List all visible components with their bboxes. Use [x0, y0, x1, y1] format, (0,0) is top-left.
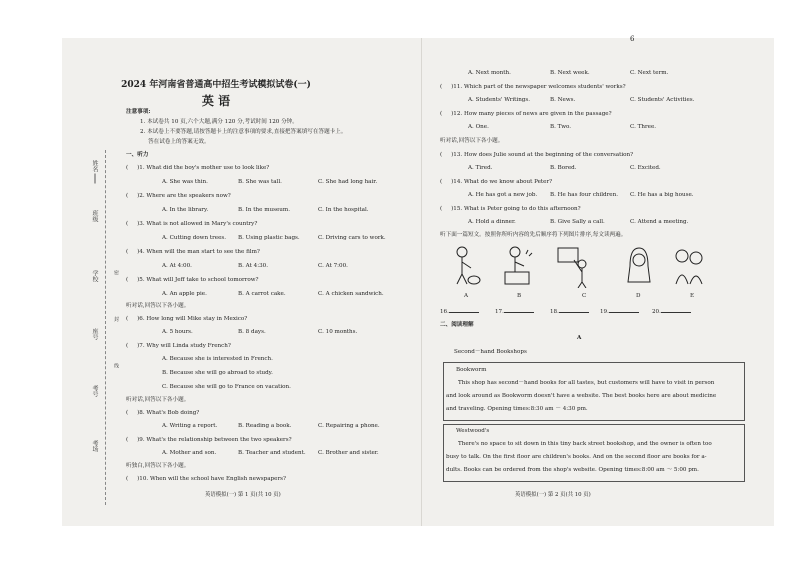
passage-title: Second－hand Bookshops — [454, 349, 527, 355]
option: A. At 4:00. — [162, 263, 192, 269]
question-8: ( )8. What's Bob doing? — [126, 410, 200, 416]
answer-blank-19: 19. — [600, 310, 639, 316]
option: C. Next term. — [630, 70, 669, 76]
option: C. At 7:00. — [318, 263, 348, 269]
reading-part-label: A — [577, 335, 582, 341]
seal-line — [105, 150, 106, 505]
option: B. Reading a book. — [238, 423, 292, 429]
shop-text-line: There's no space to sit down in this tiny back street bookshop, and the owner is often too — [458, 441, 712, 447]
option: B. At 4:30. — [238, 263, 268, 269]
option: A. Writing a report. — [162, 423, 218, 429]
picture-a-person-vacuuming — [449, 244, 483, 288]
instruction: 听独白,回答以下各小题。 — [126, 463, 190, 469]
picture-e-two-people — [672, 244, 706, 288]
picture-b-person-cooking — [500, 244, 534, 288]
option: A. Because she is interested in French. — [162, 356, 273, 362]
option: C. Students' Activities. — [630, 97, 695, 103]
notice-item: 1. 本试卷共 10 页,六个大题,满分 120 分,考试时间 120 分钟。 — [140, 119, 298, 125]
option: A. She was thin. — [162, 179, 208, 185]
section-listening-heading: 一、听力 — [126, 152, 149, 158]
option: C. Driving cars to work. — [318, 235, 386, 241]
option: B. 8 days. — [238, 329, 266, 335]
side-label-school: 学校 — [91, 270, 98, 282]
question-2: ( )2. Where are the speakers now? — [126, 193, 231, 199]
option: B. News. — [550, 97, 576, 103]
picture-label: B — [517, 293, 522, 299]
option: C. Attend a meeting. — [630, 219, 689, 225]
picture-label: E — [690, 293, 695, 299]
picture-d-girl-portrait — [622, 244, 656, 288]
side-label-class: 班级 — [91, 210, 98, 222]
side-label-name: 姓名 — [91, 160, 98, 172]
page-footer-right: 英语模拟(一) 第 2 页(共 10 页) — [515, 492, 591, 498]
option: B. Teacher and student. — [238, 450, 306, 456]
option: C. She had long hair. — [318, 179, 378, 185]
corner-mark: 6 — [630, 35, 635, 43]
question-14: ( )14. What do we know about Peter? — [440, 179, 553, 185]
option: A. Next month. — [468, 70, 511, 76]
question-5: ( )5. What will Jeff take to school tomorrow? — [126, 277, 259, 283]
question-9: ( )9. What's the relationship between the two speakers? — [126, 437, 292, 443]
shop-text-line: This shop has second－hand books for all tastes, but customers will have to visit in person — [458, 380, 715, 386]
option: A. Students' Writings. — [468, 97, 531, 103]
shop-name: Westwood's — [456, 428, 490, 434]
option: A. One. — [468, 124, 489, 130]
option: B. Using plastic bags. — [238, 235, 300, 241]
option: B. Next week. — [550, 70, 590, 76]
option: C. Excited. — [630, 165, 661, 171]
question-3: ( )3. What is not allowed in Mary's country? — [126, 221, 258, 227]
question-6: ( )6. How long will Mike stay in Mexico? — [126, 316, 248, 322]
option: B. In the museum. — [238, 207, 290, 213]
option: A. An apple pie. — [162, 291, 207, 297]
question-4: ( )4. When will the man start to see the film? — [126, 249, 260, 255]
instruction: 听对话,回答以下各小题。 — [126, 397, 190, 403]
option: A. Hold a dinner. — [468, 219, 516, 225]
answer-blank-20: 20. — [652, 310, 691, 316]
option: B. He has four children. — [550, 192, 618, 198]
option: B. A carrot cake. — [238, 291, 286, 297]
option: C. 10 months. — [318, 329, 358, 335]
option: C. In the hospital. — [318, 207, 369, 213]
option: A. Tired. — [468, 165, 493, 171]
option: B. Give Sally a call. — [550, 219, 605, 225]
option: B. She was tall. — [238, 179, 282, 185]
answer-blank-17: 17. — [495, 310, 534, 316]
question-11: ( )11. Which part of the newspaper welcomes students' works? — [440, 84, 626, 90]
option: A. Mother and son. — [162, 450, 217, 456]
option: A. 5 hours. — [162, 329, 193, 335]
option: B. Bored. — [550, 165, 577, 171]
option: C. A chicken sandwich. — [318, 291, 384, 297]
question-7: ( )7. Why will Linda study French? — [126, 343, 231, 349]
question-13: ( )13. How does Julie sound at the beginning of the conversation? — [440, 152, 634, 158]
notice-heading: 注意事项: — [126, 109, 151, 115]
option: A. He has got a new job. — [468, 192, 538, 198]
instruction: 听对话,回答以下各小题。 — [440, 138, 504, 144]
shop-text-line: and look around as Bookworm doesn't have a website. The best books here are about medicine — [446, 393, 717, 399]
option: C. Three. — [630, 124, 657, 130]
subject-title: 英 语 — [201, 94, 231, 108]
side-label-exam-room: 考场 — [91, 440, 98, 452]
shop-name: Bookworm — [456, 367, 487, 373]
picture-label: A — [464, 293, 469, 299]
answer-blank-18: 18. — [550, 310, 589, 316]
picture-label: D — [636, 293, 641, 299]
side-label-seat: 座号 — [91, 328, 98, 340]
picture-label: C — [582, 293, 587, 299]
shop-text-line: and traveling. Opening times:8:30 am － 4:30 pm. — [446, 406, 588, 412]
option: B. Because she will go abroad to study. — [162, 370, 273, 376]
instruction: 听对话,回答以下各小题。 — [126, 303, 190, 309]
question-1: ( )1. What did the boy's mother use to look like? — [126, 165, 270, 171]
instruction: 听下面一篇短文。按照你所听内容的先后顺序将下列图片排序,每文读两遍。 — [440, 232, 627, 238]
option: A. In the library. — [162, 207, 209, 213]
question-12: ( )12. How many pieces of news are given in the passage? — [440, 111, 612, 117]
option: B. Two. — [550, 124, 572, 130]
question-10: ( )10. When will the school have English newspapers? — [126, 476, 286, 482]
section-reading-heading: 二、阅读理解 — [440, 322, 474, 328]
side-label-exam-number: 考号 — [91, 385, 98, 397]
option: C. He has a big house. — [630, 192, 694, 198]
page-fold — [421, 38, 422, 526]
option: C. Repairing a phone. — [318, 423, 380, 429]
exam-title: 2024 年河南省普通高中招生考试模拟试卷(一) — [121, 80, 311, 90]
picture-c-teacher-at-board — [556, 244, 590, 288]
option: A. Cutting down trees. — [162, 235, 227, 241]
page-footer-left: 英语模拟(一) 第 1 页(共 10 页) — [205, 492, 281, 498]
shop-text-line: dults. Books can be ordered from the shop's website. Opening times:8:00 am ～ 5:00 pm. — [446, 467, 699, 473]
shop-text-line: busy to talk. On the first floor are children's books. And on the second floor are books for a- — [446, 454, 707, 460]
notice-item: 答在试卷上的答案无效。 — [148, 139, 210, 145]
seal-text: 密 封 线 — [113, 270, 119, 389]
answer-blank-16: 16. — [440, 310, 479, 316]
option: C. Brother and sister. — [318, 450, 379, 456]
notice-item: 2. 本试卷上不要答题,请按答题卡上的注意事项的要求,直接把答案填写在答题卡上。 — [140, 129, 347, 135]
question-15: ( )15. What is Peter going to do this afternoon? — [440, 206, 581, 212]
option: C. Because she will go to France on vacation. — [162, 384, 291, 390]
